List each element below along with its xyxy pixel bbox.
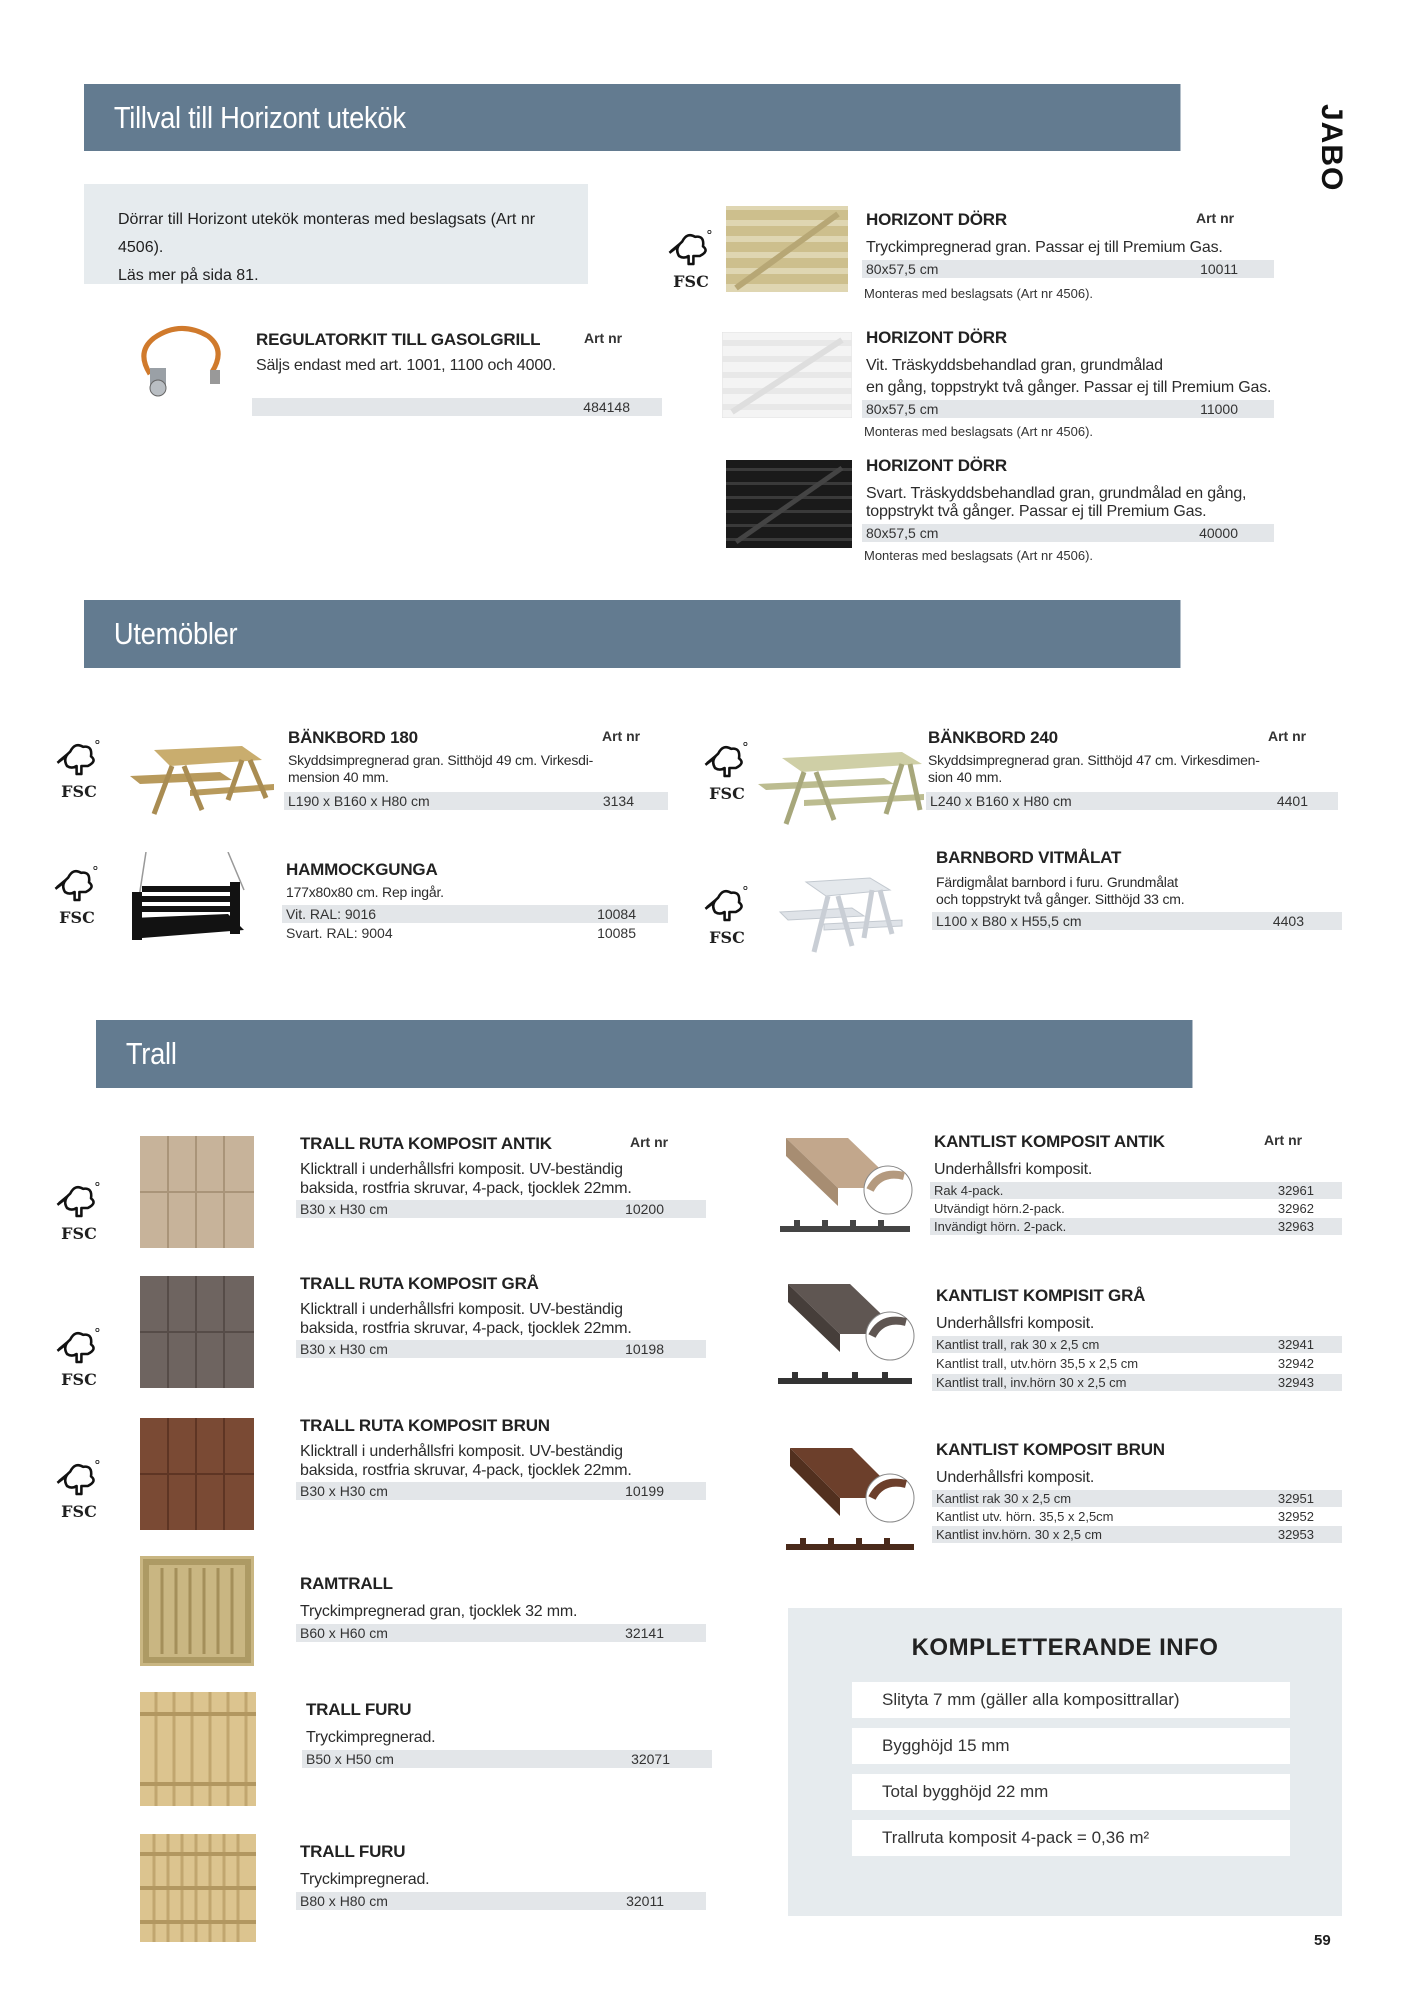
deck-title: TRALL RUTA KOMPOSIT ANTIK [300, 1134, 552, 1153]
door-title: HORIZONT DÖRR [866, 456, 1007, 475]
info-item: Total bygghöjd 22 mm [852, 1774, 1290, 1810]
door-row: 80x57,5 cm 40000 [862, 524, 1274, 542]
kids-table-row: L100 x B80 x H55,5 cm 4403 [932, 912, 1342, 930]
pine-deck-50-image [140, 1692, 256, 1806]
edge-desc: Underhållsfri komposit. [936, 1315, 1095, 1332]
fsc-logo: FSC [42, 860, 112, 930]
deck-row: B60 x H60 cm 32141 [296, 1624, 706, 1642]
info-title: KOMPLETTERANDE INFO [911, 1634, 1219, 1661]
hammock-title: HAMMOCKGUNGA [286, 860, 438, 879]
pine-deck-80-image [140, 1834, 256, 1942]
hammock-row-white: Vit. RAL: 9016 10084 [282, 905, 668, 923]
deck-row: B30 x H30 cm 10200 [296, 1200, 706, 1218]
bench-240-title: BÄNKBORD 240 [928, 728, 1058, 747]
info-item: Slityta 7 mm (gäller alla komposittrallar) [852, 1682, 1290, 1718]
edge-strip-gray-image [774, 1278, 924, 1392]
art-label: Art nr [584, 330, 623, 346]
deck-row: B30 x H30 cm 10198 [296, 1340, 706, 1358]
deck-desc: Klicktrall i underhållsfri komposit. UV-beständig baksida, rostfria skruvar, 4-pack, tjocklek 22mm. [300, 1161, 632, 1197]
edge-title: KANTLIST KOMPOSIT ANTIK [934, 1132, 1165, 1151]
deck-desc: Klicktrall i underhållsfri komposit. UV-beständig baksida, rostfria skruvar, 4-pack, tjocklek 22mm. [300, 1301, 632, 1337]
edge-row: Kantlist trall, utv.hörn 35,5 x 2,5 cm 32942 [936, 1356, 1314, 1371]
fsc-logo: FSC [44, 734, 114, 804]
bench-240-row: L240 x B160 x H80 cm 4401 [926, 792, 1338, 810]
regulator-artnr: 484148 [583, 399, 630, 415]
section-header-horizont: Tillval till Horizont utekök [84, 84, 1180, 151]
info-box [788, 1608, 1342, 1916]
edge-row: Rak 4-pack. 32961 [930, 1182, 1342, 1199]
deck-desc: Tryckimpregnerad gran, tjocklek 32 mm. [300, 1603, 578, 1620]
deck-desc: Tryckimpregnerad. [306, 1729, 436, 1746]
deck-title: RAMTRALL [300, 1574, 393, 1593]
deck-row: B50 x H50 cm 32071 [302, 1750, 712, 1768]
bench-table-240-image [752, 744, 926, 830]
deck-title: TRALL FURU [300, 1842, 406, 1861]
edge-row: Utvändigt hörn.2-pack. 32962 [934, 1201, 1314, 1216]
deck-desc: Tryckimpregnerad. [300, 1871, 430, 1888]
regulator-desc: Säljs endast med art. 1001, 1100 och 4000. [256, 357, 556, 374]
deck-title: TRALL RUTA KOMPOSIT GRÅ [300, 1274, 539, 1293]
deck-row: B80 x H80 cm 32011 [296, 1892, 706, 1910]
door-row: 80x57,5 cm 10011 [862, 260, 1274, 278]
edge-row: Kantlist utv. hörn. 35,5 x 2,5cm 32952 [936, 1509, 1314, 1524]
edge-title: KANTLIST KOMPOSIT BRUN [936, 1440, 1165, 1459]
brand-logo: JABO [1315, 104, 1348, 192]
bench-180-row: L190 x B160 x H80 cm 3134 [284, 792, 668, 810]
bench-240-desc: Skyddsimpregnerad gran. Sitthöjd 47 cm. Virkesdimen- sion 40 mm. [928, 752, 1260, 785]
art-label: Art nr [1196, 210, 1235, 226]
section-header-utemobler: Utemöbler [84, 600, 1180, 668]
door-row: 80x57,5 cm 11000 [862, 400, 1274, 418]
deck-title: TRALL FURU [306, 1700, 412, 1719]
kids-table-title: BARNBORD VITMÅLAT [936, 848, 1122, 867]
hammock-desc: 177x80x80 cm. Rep ingår. [286, 884, 444, 900]
page-number: 59 [1314, 1932, 1331, 1949]
fsc-logo: FSC [44, 1322, 114, 1392]
door-mount-note: Monteras med beslagsats (Art nr 4506). [864, 424, 1094, 439]
door-desc: toppstrykt två gånger. Passar ej till Premium Gas. [866, 503, 1207, 520]
deck-tile-antik-image [140, 1136, 254, 1248]
door-desc: Vit. Träskyddsbehandlad gran, grundmålad [866, 357, 1163, 374]
door-desc: Tryckimpregnerad gran. Passar ej till Premium Gas. [866, 239, 1223, 256]
note-line: Dörrar till Horizont utekök monteras med beslagsats (Art nr 4506). [118, 211, 536, 256]
bench-180-title: BÄNKBORD 180 [288, 728, 418, 747]
regulator-image [130, 322, 232, 404]
deck-tile-brown-image [140, 1418, 254, 1530]
info-item: Trallruta komposit 4-pack = 0,36 m² [852, 1820, 1290, 1856]
deck-tile-gray-image [140, 1276, 254, 1388]
bench-180-desc: Skyddsimpregnerad gran. Sitthöjd 49 cm. Virkesdi- mension 40 mm. [288, 752, 594, 785]
section-header-trall: Trall [96, 1020, 1192, 1088]
edge-strip-brown-image [784, 1442, 924, 1558]
regulator-row [252, 398, 662, 416]
door-image-black [726, 460, 852, 548]
hammock-swing-image [128, 852, 252, 944]
art-label: Art nr [1268, 728, 1307, 744]
regulator-title: REGULATORKIT TILL GASOLGRILL [256, 330, 541, 349]
fsc-logo: FSC [692, 736, 762, 806]
fsc-logo: FSC [656, 224, 726, 294]
door-desc: Svart. Träskyddsbehandlad gran, grundmålad en gång, [866, 485, 1247, 502]
door-title: HORIZONT DÖRR [866, 328, 1007, 347]
deck-desc: Klicktrall i underhållsfri komposit. UV-beständig baksida, rostfria skruvar, 4-pack, tjocklek 22mm. [300, 1443, 632, 1479]
art-label: Art nr [1264, 1132, 1303, 1148]
edge-row: Kantlist trall, inv.hörn 30 x 2,5 cm 32943 [932, 1374, 1342, 1391]
edge-row: Kantlist rak 30 x 2,5 cm 32951 [932, 1490, 1342, 1507]
kids-table-image [776, 872, 906, 958]
fsc-logo: FSC [44, 1454, 114, 1524]
edge-row: Kantlist inv.hörn. 30 x 2,5 cm 32953 [932, 1526, 1342, 1543]
frame-deck-image [140, 1556, 254, 1666]
fsc-logo: FSC [44, 1176, 114, 1246]
edge-row: Kantlist trall, rak 30 x 2,5 cm 32941 [932, 1336, 1342, 1353]
info-item: Bygghöjd 15 mm [852, 1728, 1290, 1764]
edge-desc: Underhållsfri komposit. [934, 1161, 1093, 1178]
art-label: Art nr [630, 1134, 669, 1150]
deck-row: B30 x H30 cm 10199 [296, 1482, 706, 1500]
deck-title: TRALL RUTA KOMPOSIT BRUN [300, 1416, 550, 1435]
edge-title: KANTLIST KOMPISIT GRÅ [936, 1286, 1146, 1305]
hammock-row-black: Svart. RAL: 9004 10085 [286, 925, 636, 941]
door-image-wood [726, 206, 848, 292]
edge-row: Invändigt hörn. 2-pack. 32963 [930, 1218, 1342, 1235]
horizont-note [84, 184, 588, 284]
door-mount-note: Monteras med beslagsats (Art nr 4506). [864, 286, 1094, 301]
art-label: Art nr [602, 728, 641, 744]
fsc-logo: FSC [692, 880, 762, 950]
bench-table-180-image [124, 736, 278, 818]
note-line: Läs mer på sida 81. [118, 267, 259, 284]
kids-table-desc: Färdigmålat barnbord i furu. Grundmålat och toppstrykt två gånger. Sitthöjd 33 cm. [936, 874, 1185, 907]
door-mount-note: Monteras med beslagsats (Art nr 4506). [864, 548, 1094, 563]
edge-strip-antik-image [776, 1130, 926, 1242]
door-desc: en gång, toppstrykt två gånger. Passar ej till Premium Gas. [866, 379, 1272, 396]
edge-desc: Underhållsfri komposit. [936, 1469, 1095, 1486]
door-title: HORIZONT DÖRR [866, 210, 1007, 229]
door-image-white [722, 332, 852, 418]
